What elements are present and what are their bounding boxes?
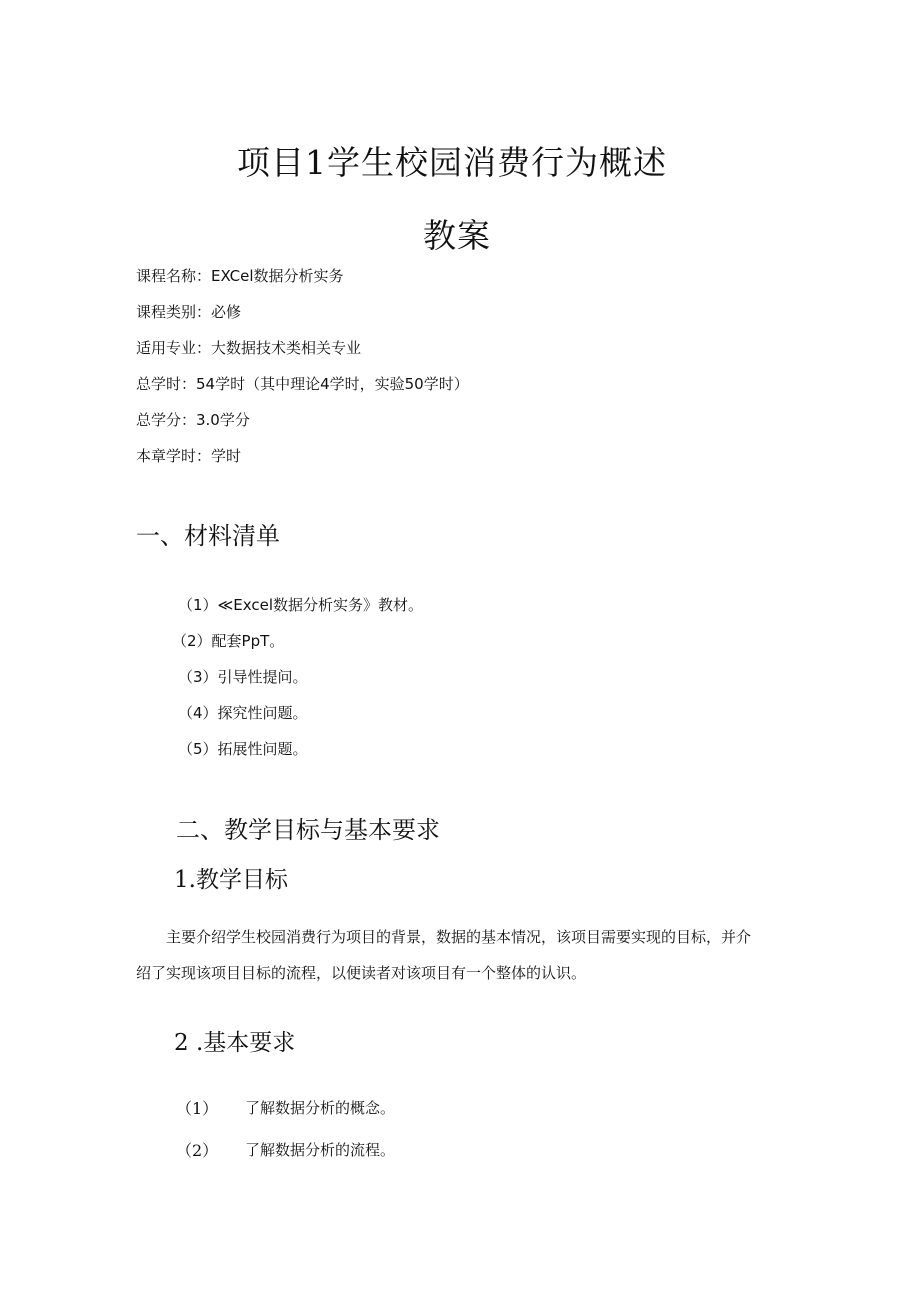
materials-item-3: （3）引导性提问。 <box>178 668 308 686</box>
requirement-number-1: （1） <box>176 1099 219 1118</box>
subsection-heading-teaching-goals: 1.教学目标 <box>174 867 288 893</box>
total-credits: 总学分：3.0学分 <box>136 411 250 429</box>
materials-item-1: （1）≪Excel数据分析实务》教材。 <box>178 596 423 614</box>
course-name: 课程名称：EXCel数据分析实务 <box>136 267 344 285</box>
total-hours: 总学时：54学时（其中理论4学时，实验50学时） <box>136 375 469 393</box>
teaching-goals-paragraph-line1: 主要介绍学生校园消费行为项目的背景，数据的基本情况，该项目需要实现的目标，并介 <box>166 928 752 946</box>
requirement-text-1: 了解数据分析的概念。 <box>245 1099 396 1117</box>
materials-item-2: （2）配套PpT。 <box>172 632 285 650</box>
requirement-number-2: （2） <box>176 1141 219 1160</box>
section-heading-objectives: 二、教学目标与基本要求 <box>176 816 440 844</box>
materials-item-4: （4）探究性问题。 <box>178 704 308 722</box>
applicable-major: 适用专业：大数据技术类相关专业 <box>136 339 362 357</box>
teaching-goals-paragraph-line2: 绍了实现该项目目标的流程，以便读者对该项目有一个整体的认识。 <box>136 964 587 982</box>
document-subtitle: 教案 <box>423 216 491 255</box>
requirement-text-2: 了解数据分析的流程。 <box>245 1141 396 1159</box>
chapter-hours: 本章学时：学时 <box>136 447 242 465</box>
subsection-heading-basic-requirements: 2 .基本要求 <box>174 1030 296 1056</box>
materials-item-5: （5）拓展性问题。 <box>178 740 308 758</box>
section-heading-materials: 一、材料清单 <box>136 522 280 550</box>
document-title: 项目1学生校园消费行为概述 <box>237 143 667 182</box>
course-category: 课程类别：必修 <box>136 303 242 321</box>
